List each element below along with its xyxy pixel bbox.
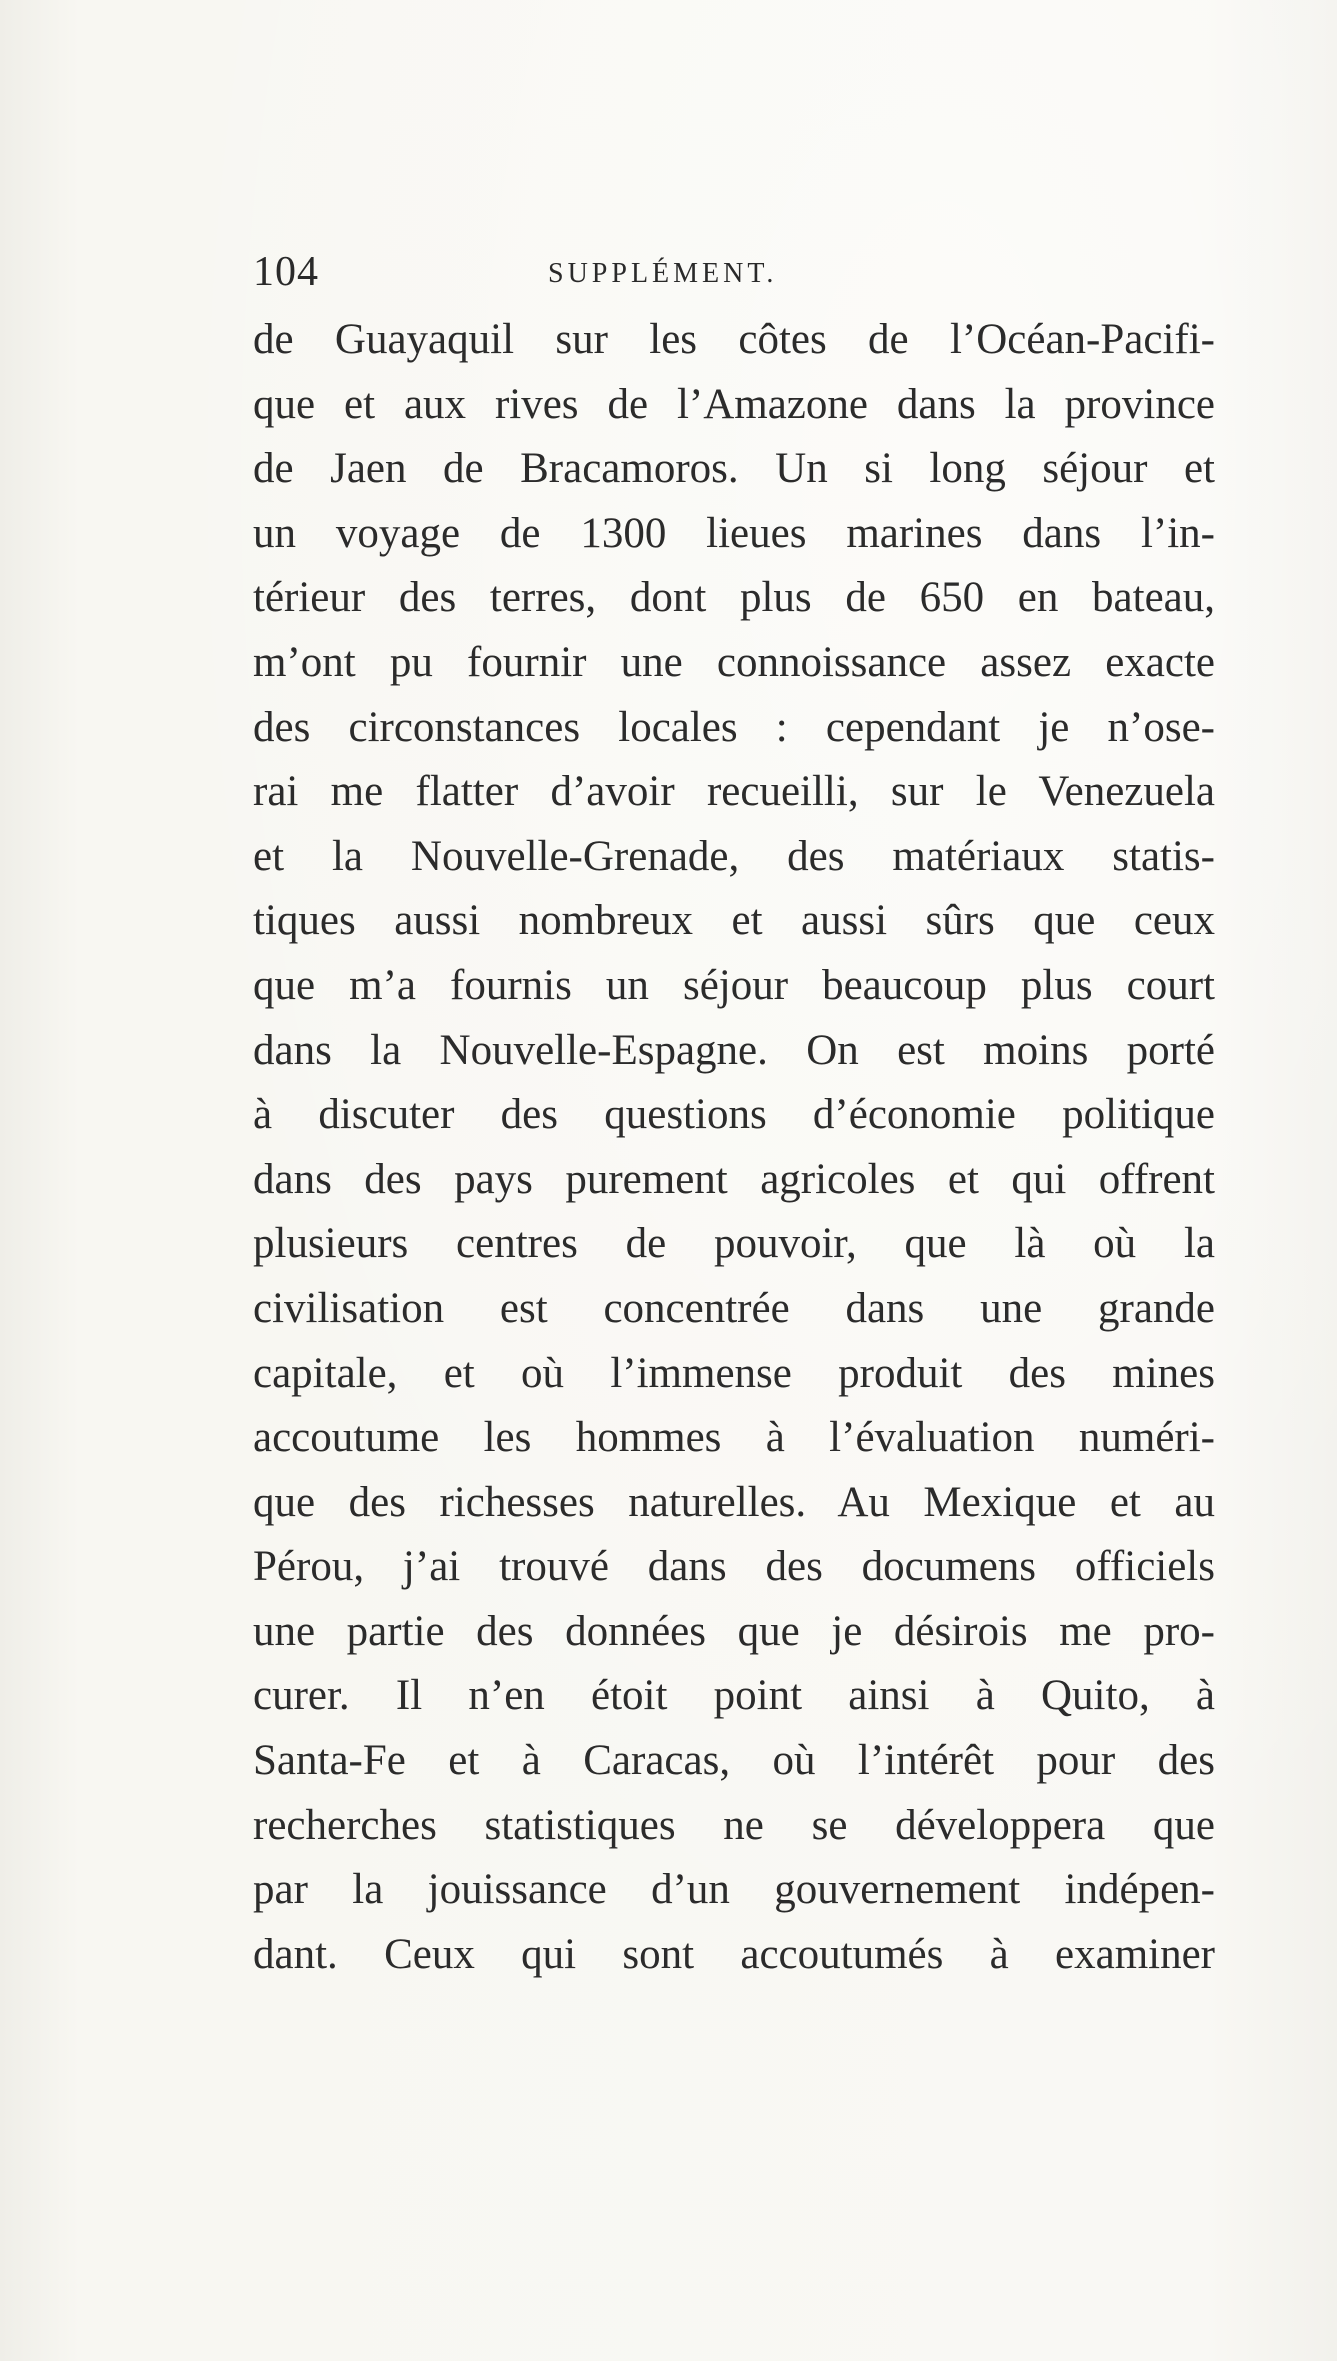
text-line: que des richesses naturelles. Au Mexique et au (253, 1478, 1215, 1526)
text-line: térieur des terres, dont plus de 650 en bateau, (253, 574, 1215, 622)
text-line: par la jouissance d’un gouvernement indépen- (253, 1866, 1215, 1914)
text-line: curer. Il n’en étoit point ainsi à Quito, à (253, 1672, 1215, 1720)
text-line: Pérou, j’ai trouvé dans des documens officiels (253, 1543, 1215, 1591)
text-line: que m’a fournis un séjour beaucoup plus court (253, 961, 1215, 1009)
running-head: SUPPLÉMENT. (548, 258, 778, 289)
text-line: un voyage de 1300 lieues marines dans l’in- (253, 509, 1215, 557)
text-line: plusieurs centres de pouvoir, que là où la (253, 1220, 1215, 1268)
page-header (253, 248, 1213, 308)
text-line: et la Nouvelle-Grenade, des matériaux statis- (253, 832, 1215, 880)
text-line: de Jaen de Bracamoros. Un si long séjour et (253, 445, 1215, 493)
text-line: à discuter des questions d’économie politique (253, 1091, 1215, 1139)
text-line: dans la Nouvelle-Espagne. On est moins porté (253, 1026, 1215, 1074)
text-line: des circonstances locales : cependant je n’ose- (253, 703, 1215, 751)
text-line: m’ont pu fournir une connoissance assez exacte (253, 638, 1215, 686)
page-number: 104 (253, 249, 319, 295)
text-line: civilisation est concentrée dans une grande (253, 1284, 1215, 1332)
text-line: dant. Ceux qui sont accoutumés à examiner (253, 1930, 1215, 1978)
text-line: dans des pays purement agricoles et qui offrent (253, 1155, 1215, 1203)
body-text (253, 308, 1215, 1987)
text-line: accoutume les hommes à l’évaluation numéri- (253, 1414, 1215, 1462)
text-line: capitale, et où l’immense produit des mines (253, 1349, 1215, 1397)
text-line: recherches statistiques ne se développera que (253, 1801, 1215, 1849)
text-line: tiques aussi nombreux et aussi sûrs que ceux (253, 897, 1215, 945)
text-line: de Guayaquil sur les côtes de l’Océan-Pacifi- (253, 316, 1215, 363)
text-line: rai me flatter d’avoir recueilli, sur le Venezuela (253, 768, 1215, 816)
text-line: une partie des données que je désirois me pro- (253, 1607, 1215, 1655)
text-line: Santa-Fe et à Caracas, où l’intérêt pour des (253, 1737, 1215, 1785)
text-line: que et aux rives de l’Amazone dans la province (253, 380, 1215, 428)
